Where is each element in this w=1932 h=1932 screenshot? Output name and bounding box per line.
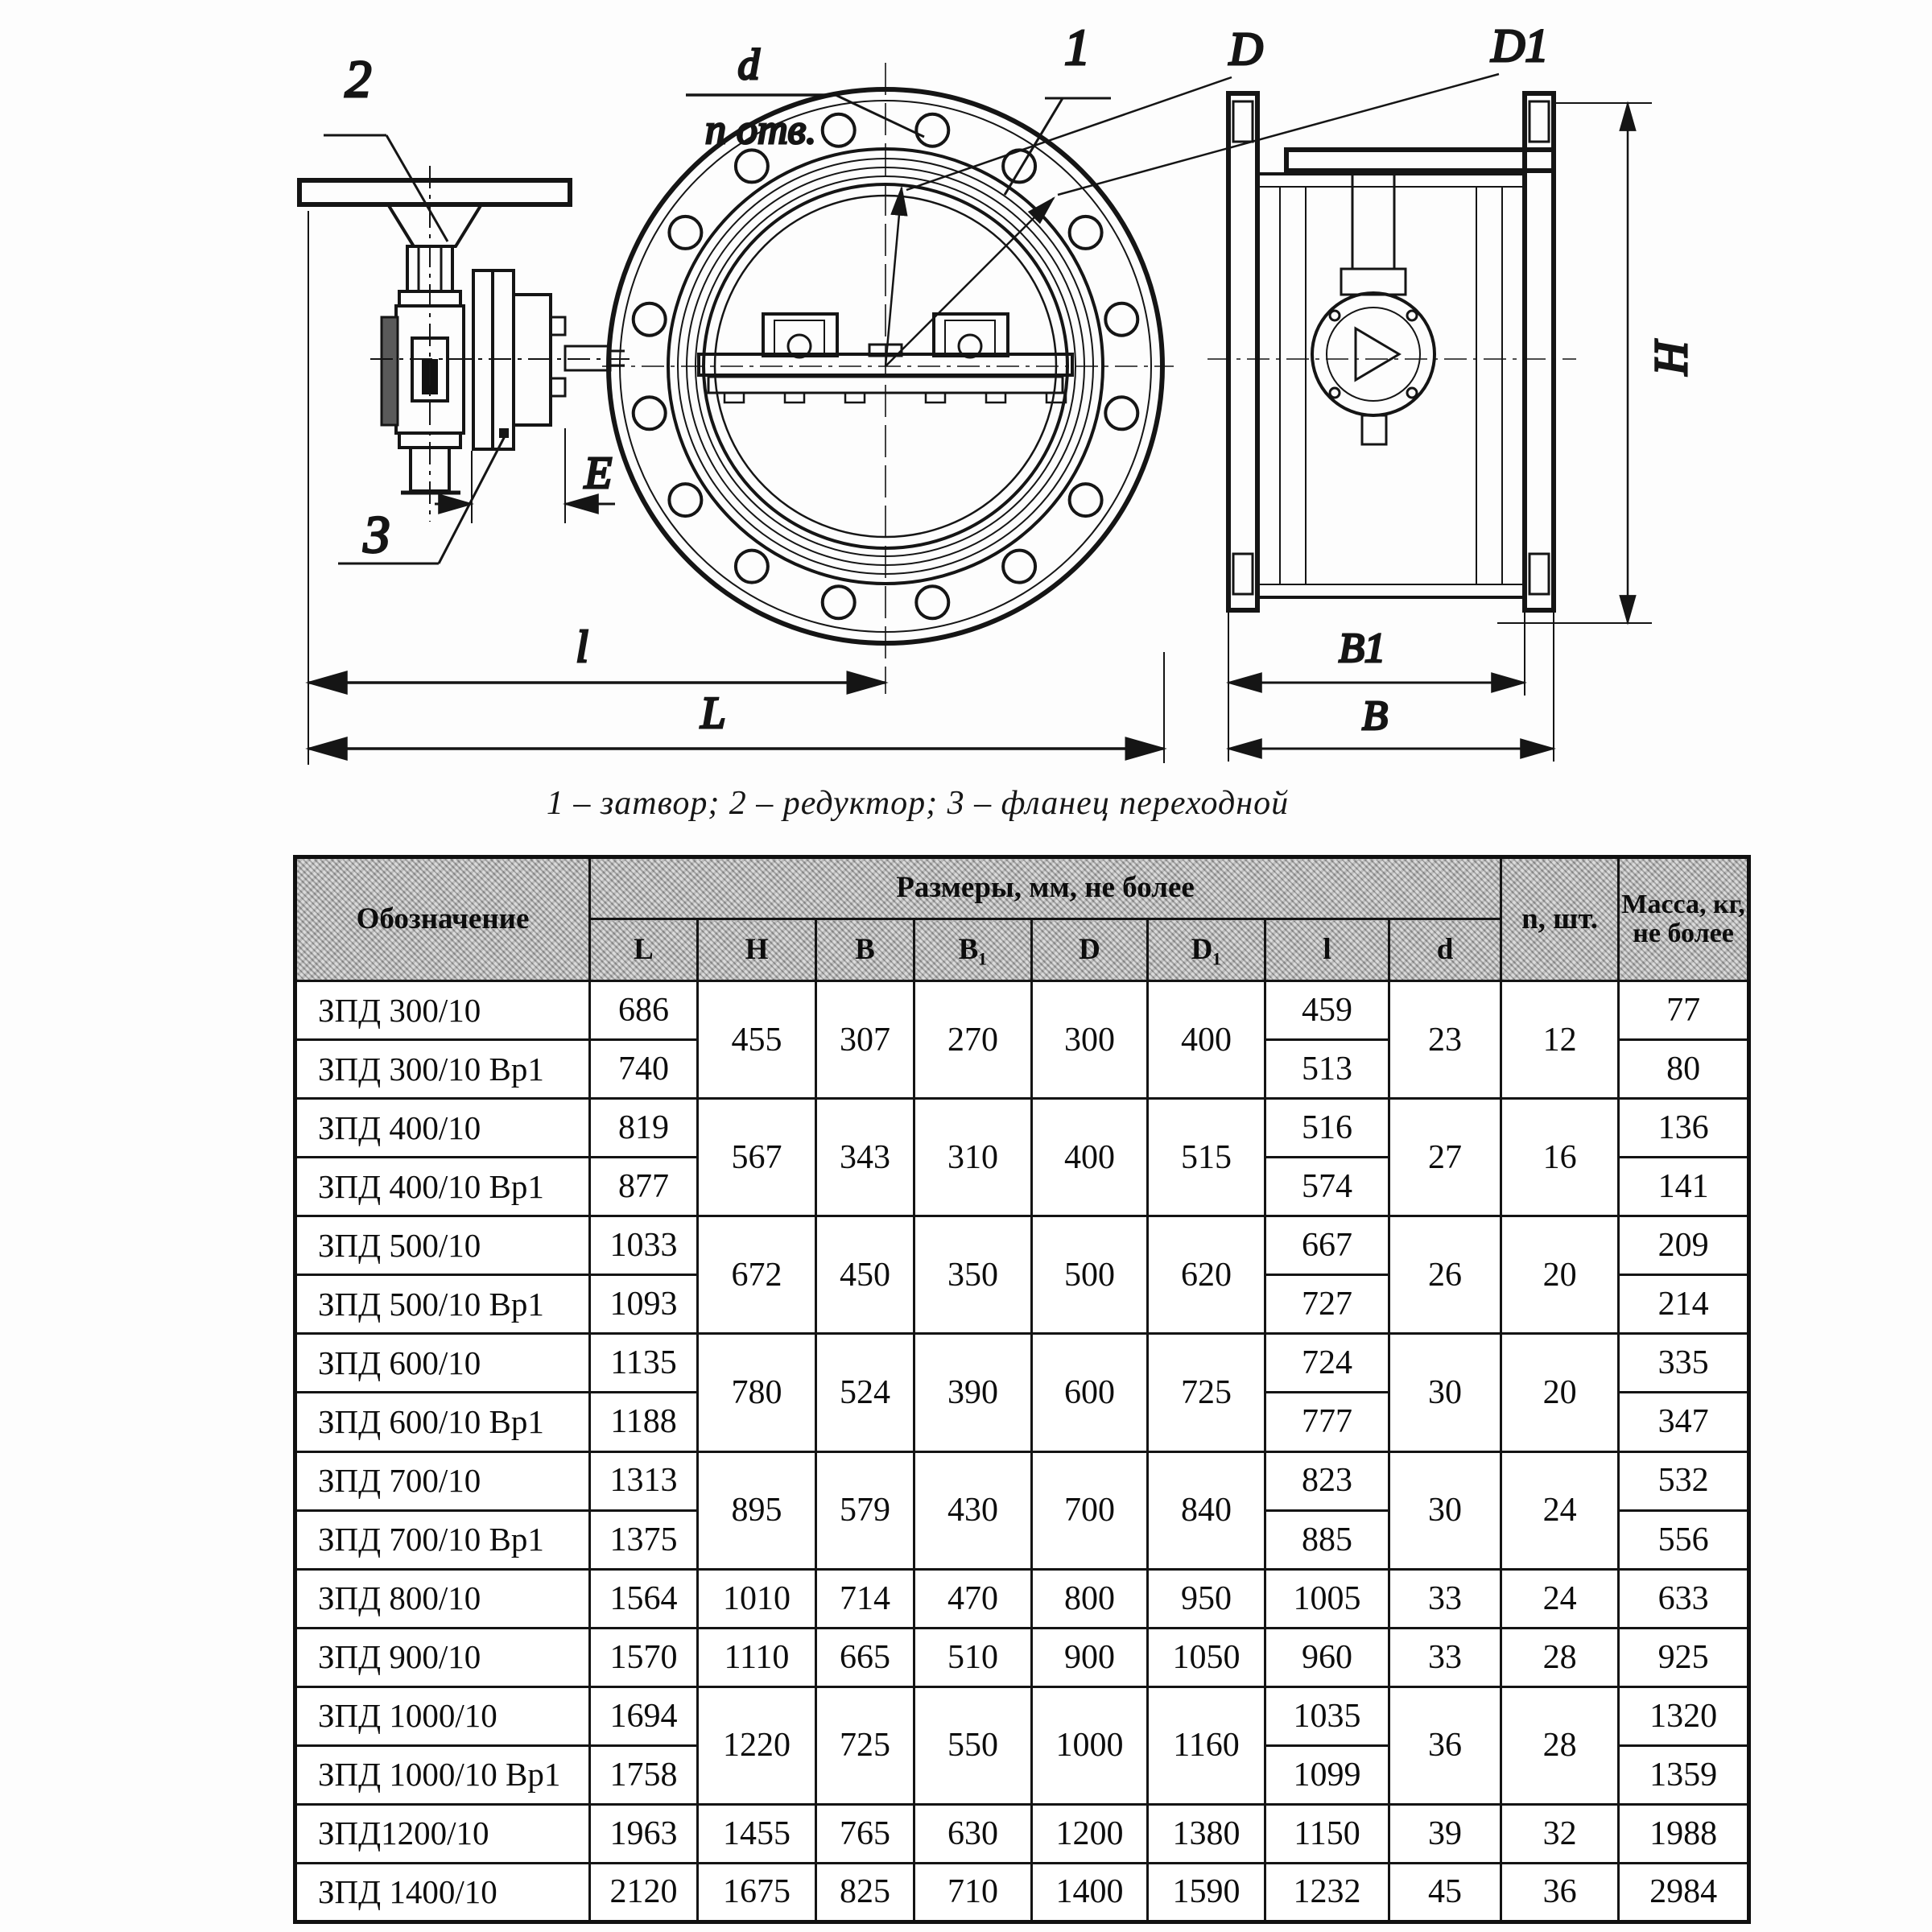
value-cell: 39 bbox=[1389, 1804, 1501, 1863]
value-cell: 1400 bbox=[1032, 1863, 1148, 1922]
length-dimensions bbox=[308, 211, 1164, 765]
pipe-flange bbox=[1228, 93, 1257, 610]
value-cell: 510 bbox=[914, 1628, 1032, 1686]
value-cell: 513 bbox=[1265, 1040, 1389, 1099]
value-cell: 550 bbox=[914, 1686, 1032, 1804]
bolt-hole bbox=[916, 114, 948, 147]
bolt-hole bbox=[823, 114, 855, 147]
value-cell: 532 bbox=[1619, 1451, 1749, 1510]
value-cell: 350 bbox=[914, 1216, 1032, 1334]
value-cell: 900 bbox=[1032, 1628, 1148, 1686]
table-row bbox=[295, 1628, 1749, 1686]
value-cell: 20 bbox=[1501, 1216, 1619, 1334]
table-row bbox=[295, 1216, 1749, 1275]
value-cell: 524 bbox=[816, 1334, 914, 1451]
value-cell: 1375 bbox=[590, 1510, 698, 1569]
value-cell: 823 bbox=[1265, 1451, 1389, 1510]
value-cell: 600 bbox=[1032, 1334, 1148, 1451]
value-cell: 36 bbox=[1501, 1863, 1619, 1922]
value-cell: 1093 bbox=[590, 1275, 698, 1334]
value-cell: 574 bbox=[1265, 1158, 1389, 1216]
bolt-hole bbox=[634, 303, 666, 336]
table-row bbox=[295, 1451, 1749, 1510]
value-cell: 2120 bbox=[590, 1863, 698, 1922]
value-cell: 33 bbox=[1389, 1569, 1501, 1628]
value-cell: 141 bbox=[1619, 1158, 1749, 1216]
value-cell: 400 bbox=[1148, 981, 1265, 1099]
value-cell: 20 bbox=[1501, 1334, 1619, 1451]
designation-cell: ЗПД 700/10 Вр1 bbox=[295, 1510, 590, 1569]
bolt-hole bbox=[823, 586, 855, 618]
n-holes-label: n отв. bbox=[704, 107, 817, 153]
value-cell: 1188 bbox=[590, 1393, 698, 1451]
value-cell: 516 bbox=[1265, 1099, 1389, 1158]
value-cell: 1988 bbox=[1619, 1804, 1749, 1863]
value-cell: 36 bbox=[1389, 1686, 1501, 1804]
header-col-0: L bbox=[590, 919, 698, 981]
value-cell: 27 bbox=[1389, 1099, 1501, 1216]
value-cell: 1150 bbox=[1265, 1804, 1389, 1863]
value-cell: 80 bbox=[1619, 1040, 1749, 1099]
value-cell: 335 bbox=[1619, 1334, 1749, 1393]
value-cell: 725 bbox=[816, 1686, 914, 1804]
table-row bbox=[295, 1804, 1749, 1863]
dim-d-label: d bbox=[737, 40, 760, 89]
value-cell: 885 bbox=[1265, 1510, 1389, 1569]
value-cell: 500 bbox=[1032, 1216, 1148, 1334]
value-cell: 633 bbox=[1619, 1569, 1749, 1628]
designation-cell: ЗПД 900/10 bbox=[295, 1628, 590, 1686]
header-col-3: B₁ bbox=[914, 919, 1032, 981]
value-cell: 672 bbox=[698, 1216, 816, 1334]
table-row bbox=[295, 981, 1749, 1040]
value-cell: 556 bbox=[1619, 1510, 1749, 1569]
value-cell: 459 bbox=[1265, 981, 1389, 1040]
designation-cell: ЗПД 700/10 bbox=[295, 1451, 590, 1510]
value-cell: 765 bbox=[816, 1804, 914, 1863]
handwheel bbox=[299, 180, 570, 204]
value-cell: 665 bbox=[816, 1628, 914, 1686]
value-cell: 450 bbox=[816, 1216, 914, 1334]
value-cell: 515 bbox=[1148, 1099, 1265, 1216]
value-cell: 455 bbox=[698, 981, 816, 1099]
value-cell: 45 bbox=[1389, 1863, 1501, 1922]
value-cell: 1313 bbox=[590, 1451, 698, 1510]
value-cell: 667 bbox=[1265, 1216, 1389, 1275]
value-cell: 307 bbox=[816, 981, 914, 1099]
value-cell: 1590 bbox=[1148, 1863, 1265, 1922]
valve-technical-drawing bbox=[0, 0, 1932, 845]
table-row bbox=[295, 1686, 1749, 1745]
table-row bbox=[295, 1334, 1749, 1393]
value-cell: 800 bbox=[1032, 1569, 1148, 1628]
bolt-hole bbox=[669, 484, 701, 516]
header-mass: Масса, кг, не более bbox=[1619, 857, 1749, 981]
value-cell: 819 bbox=[590, 1099, 698, 1158]
designation-cell: ЗПД 600/10 Вр1 bbox=[295, 1393, 590, 1451]
value-cell: 1232 bbox=[1265, 1863, 1389, 1922]
header-qty: n, шт. bbox=[1501, 857, 1619, 981]
value-cell: 727 bbox=[1265, 1275, 1389, 1334]
header-dimensions-group: Размеры, мм, не более bbox=[590, 857, 1501, 919]
bolt-hole bbox=[1105, 397, 1137, 429]
value-cell: 12 bbox=[1501, 981, 1619, 1099]
value-cell: 1455 bbox=[698, 1804, 816, 1863]
handwheel-edge bbox=[1286, 150, 1554, 171]
value-cell: 136 bbox=[1619, 1099, 1749, 1158]
value-cell: 24 bbox=[1501, 1451, 1619, 1569]
designation-cell: ЗПД 500/10 bbox=[295, 1216, 590, 1275]
drawing-caption: 1 – затвор; 2 – редуктор; 3 – фланец переходной bbox=[546, 785, 1290, 822]
value-cell: 77 bbox=[1619, 981, 1749, 1040]
value-cell: 1758 bbox=[590, 1745, 698, 1804]
table-row bbox=[295, 1863, 1749, 1922]
value-cell: 2984 bbox=[1619, 1863, 1749, 1922]
value-cell: 714 bbox=[816, 1569, 914, 1628]
value-cell: 390 bbox=[914, 1334, 1032, 1451]
designation-cell: ЗПД 1400/10 bbox=[295, 1863, 590, 1922]
value-cell: 1200 bbox=[1032, 1804, 1148, 1863]
value-cell: 1359 bbox=[1619, 1745, 1749, 1804]
front-view-valve bbox=[602, 63, 1174, 694]
value-cell: 23 bbox=[1389, 981, 1501, 1099]
right-view-dimensions bbox=[1228, 103, 1697, 762]
side-view-flanges bbox=[1208, 93, 1576, 610]
value-cell: 28 bbox=[1501, 1628, 1619, 1686]
designation-cell: ЗПД 1000/10 bbox=[295, 1686, 590, 1745]
value-cell: 700 bbox=[1032, 1451, 1148, 1569]
value-cell: 777 bbox=[1265, 1393, 1389, 1451]
value-cell: 1570 bbox=[590, 1628, 698, 1686]
dim-D1-label: D1 bbox=[1491, 19, 1549, 72]
dimension-table bbox=[293, 855, 1751, 1924]
value-cell: 28 bbox=[1501, 1686, 1619, 1804]
value-cell: 1000 bbox=[1032, 1686, 1148, 1804]
header-designation: Обозначение bbox=[295, 857, 590, 981]
value-cell: 1035 bbox=[1265, 1686, 1389, 1745]
value-cell: 400 bbox=[1032, 1099, 1148, 1216]
value-cell: 567 bbox=[698, 1099, 816, 1216]
pos3-label: 3 bbox=[363, 506, 390, 564]
value-cell: 710 bbox=[914, 1863, 1032, 1922]
value-cell: 780 bbox=[698, 1334, 816, 1451]
value-cell: 1675 bbox=[698, 1863, 816, 1922]
position-labels-left bbox=[324, 50, 615, 564]
bolt-hole bbox=[1105, 303, 1137, 336]
value-cell: 343 bbox=[816, 1099, 914, 1216]
header-col-1: H bbox=[698, 919, 816, 981]
value-cell: 270 bbox=[914, 981, 1032, 1099]
value-cell: 620 bbox=[1148, 1216, 1265, 1334]
bolt-hole bbox=[736, 150, 768, 182]
pos1-label: 1 bbox=[1064, 19, 1090, 76]
value-cell: 1160 bbox=[1148, 1686, 1265, 1804]
value-cell: 209 bbox=[1619, 1216, 1749, 1275]
value-cell: 1564 bbox=[590, 1569, 698, 1628]
value-cell: 1380 bbox=[1148, 1804, 1265, 1863]
value-cell: 740 bbox=[590, 1040, 698, 1099]
dim-B-label: B bbox=[1362, 693, 1388, 739]
dim-B1-label: B1 bbox=[1339, 625, 1385, 671]
bolt-hole bbox=[736, 551, 768, 583]
header-col-7: d bbox=[1389, 919, 1501, 981]
value-cell: 1050 bbox=[1148, 1628, 1265, 1686]
value-cell: 579 bbox=[816, 1451, 914, 1569]
value-cell: 1099 bbox=[1265, 1745, 1389, 1804]
value-cell: 1110 bbox=[698, 1628, 816, 1686]
designation-cell: ЗПД 300/10 Вр1 bbox=[295, 1040, 590, 1099]
bolt-hole bbox=[1070, 217, 1102, 249]
value-cell: 347 bbox=[1619, 1393, 1749, 1451]
value-cell: 960 bbox=[1265, 1628, 1389, 1686]
value-cell: 300 bbox=[1032, 981, 1148, 1099]
designation-cell: ЗПД 1000/10 Вр1 bbox=[295, 1745, 590, 1804]
bolt-hole bbox=[1003, 551, 1035, 583]
value-cell: 30 bbox=[1389, 1334, 1501, 1451]
value-cell: 630 bbox=[914, 1804, 1032, 1863]
value-cell: 724 bbox=[1265, 1334, 1389, 1393]
value-cell: 310 bbox=[914, 1099, 1032, 1216]
dim-H-label: H bbox=[1645, 341, 1697, 375]
bolt-hole bbox=[916, 586, 948, 618]
table-row bbox=[295, 1569, 1749, 1628]
designation-cell: ЗПД 500/10 Вр1 bbox=[295, 1275, 590, 1334]
bolt-hole bbox=[634, 397, 666, 429]
value-cell: 725 bbox=[1148, 1334, 1265, 1451]
value-cell: 214 bbox=[1619, 1275, 1749, 1334]
dim-l-label: l bbox=[576, 622, 588, 672]
value-cell: 1135 bbox=[590, 1334, 698, 1393]
value-cell: 1010 bbox=[698, 1569, 816, 1628]
designation-cell: ЗПД1200/10 bbox=[295, 1804, 590, 1863]
header-col-5: D₁ bbox=[1148, 919, 1265, 981]
value-cell: 470 bbox=[914, 1569, 1032, 1628]
value-cell: 16 bbox=[1501, 1099, 1619, 1216]
bolt-hole bbox=[669, 217, 701, 249]
designation-cell: ЗПД 300/10 bbox=[295, 981, 590, 1040]
value-cell: 24 bbox=[1501, 1569, 1619, 1628]
table-row bbox=[295, 1099, 1749, 1158]
value-cell: 877 bbox=[590, 1158, 698, 1216]
value-cell: 1005 bbox=[1265, 1569, 1389, 1628]
header-col-6: l bbox=[1265, 919, 1389, 981]
value-cell: 1220 bbox=[698, 1686, 816, 1804]
value-cell: 825 bbox=[816, 1863, 914, 1922]
value-cell: 32 bbox=[1501, 1804, 1619, 1863]
value-cell: 1694 bbox=[590, 1686, 698, 1745]
value-cell: 840 bbox=[1148, 1451, 1265, 1569]
designation-cell: ЗПД 400/10 Вр1 bbox=[295, 1158, 590, 1216]
pos2-label: 2 bbox=[345, 50, 372, 109]
value-cell: 895 bbox=[698, 1451, 816, 1569]
value-cell: 26 bbox=[1389, 1216, 1501, 1334]
dim-D-label: D bbox=[1229, 23, 1263, 75]
value-cell: 1320 bbox=[1619, 1686, 1749, 1745]
header-col-2: B bbox=[816, 919, 914, 981]
dim-E-label: E bbox=[584, 448, 613, 498]
designation-cell: ЗПД 400/10 bbox=[295, 1099, 590, 1158]
value-cell: 1033 bbox=[590, 1216, 698, 1275]
value-cell: 925 bbox=[1619, 1628, 1749, 1686]
designation-cell: ЗПД 800/10 bbox=[295, 1569, 590, 1628]
table-header bbox=[295, 857, 1749, 981]
value-cell: 430 bbox=[914, 1451, 1032, 1569]
dim-L-label: L bbox=[700, 688, 726, 738]
value-cell: 33 bbox=[1389, 1628, 1501, 1686]
value-cell: 686 bbox=[590, 981, 698, 1040]
designation-cell: ЗПД 600/10 bbox=[295, 1334, 590, 1393]
value-cell: 30 bbox=[1389, 1451, 1501, 1569]
bolt-hole bbox=[1070, 484, 1102, 516]
value-cell: 950 bbox=[1148, 1569, 1265, 1628]
header-col-4: D bbox=[1032, 919, 1148, 981]
value-cell: 1963 bbox=[590, 1804, 698, 1863]
